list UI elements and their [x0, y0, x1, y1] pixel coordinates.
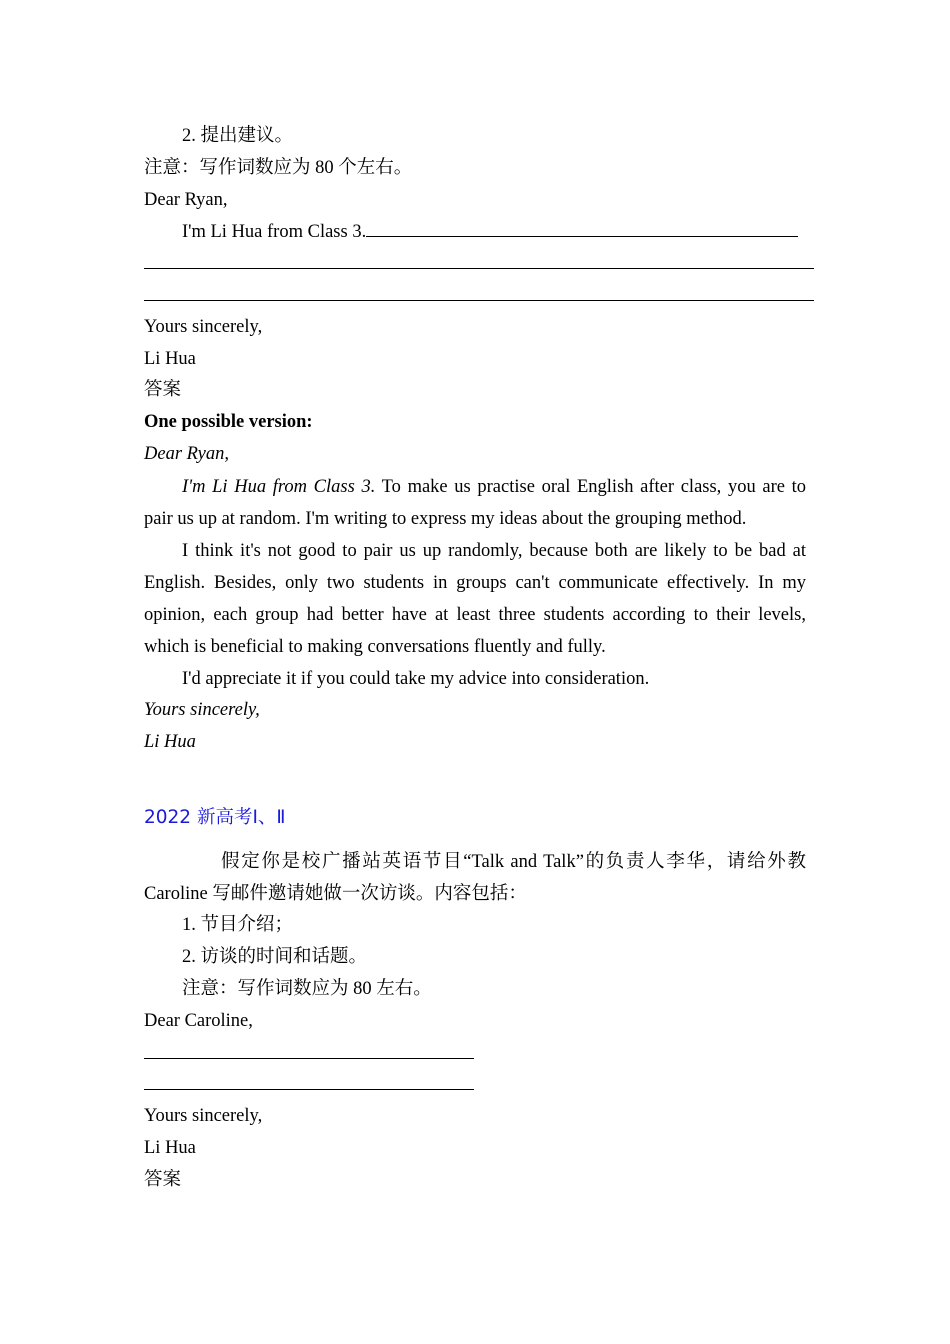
task-item-1: 1. 节目介绍； [182, 915, 294, 936]
sample-closing: Yours sincerely, [144, 699, 260, 720]
sample-signature: Li Hua [144, 731, 196, 752]
answer-blank-row [144, 1069, 806, 1101]
letter-greeting: Dear Caroline, [144, 1010, 253, 1031]
sample-paragraph-1 [144, 471, 806, 535]
sample-paragraph-1-text: To make us practise oral English after class, you are to pair us up at random. I'm writing to express my ideas about the grouping method. [144, 476, 806, 529]
word-count-note: 注意：写作词数应为 80 左右。 [182, 978, 432, 999]
answer-blank-line [144, 1089, 474, 1090]
answer-blank-row [144, 248, 806, 280]
spacer [144, 834, 806, 846]
answer-blank-line [144, 1058, 474, 1059]
spacer [144, 758, 806, 802]
sample-paragraph-2: I think it's not good to pair us up randomly, because both are likely to be bad at English. Besides, only two students in groups can't communicate effectively. In my opinion, each group had better have at least three students according to their levels, which is beneficial to making conversations fluently and fully. [144, 540, 806, 657]
letter-opening: I'm Li Hua from Class 3. [182, 222, 367, 243]
letter-signature: Li Hua [144, 1137, 196, 1158]
answer-label: 答案 [144, 380, 182, 401]
sample-opening: I'm Li Hua from Class 3. [182, 476, 376, 497]
letter-signature: Li Hua [144, 348, 196, 369]
sample-answer-title: One possible version: [144, 412, 313, 433]
task-item-2: 2. 提出建议。 [182, 126, 294, 146]
task-prompt: 假定你是校广播站英语节目“Talk and Talk”的负责人李华，请给外教 Caroline 写邮件邀请她做一次访谈。内容包括： [144, 852, 806, 905]
sample-greeting: Dear Ryan, [144, 443, 229, 464]
answer-blank-line [144, 300, 814, 301]
answer-blank-row [144, 1038, 806, 1070]
document-body [144, 121, 806, 1197]
sample-paragraph-3: I'd appreciate it if you could take my advice into consideration. [182, 668, 650, 689]
letter-closing: Yours sincerely, [144, 1106, 263, 1127]
word-count-note: 注意：写作词数应为 80 个左右。 [144, 157, 413, 178]
answer-label: 答案 [144, 1169, 182, 1190]
letter-greeting: Dear Ryan, [144, 189, 228, 210]
answer-blank-row [144, 280, 806, 312]
answer-blank-line [144, 268, 814, 269]
letter-opening-line [144, 216, 806, 248]
section-heading: 2022 新高考Ⅰ、Ⅱ [144, 807, 286, 829]
letter-closing: Yours sincerely, [144, 316, 263, 337]
answer-blank-line [366, 216, 798, 237]
task-item-2: 2. 访谈的时间和话题。 [182, 947, 368, 968]
